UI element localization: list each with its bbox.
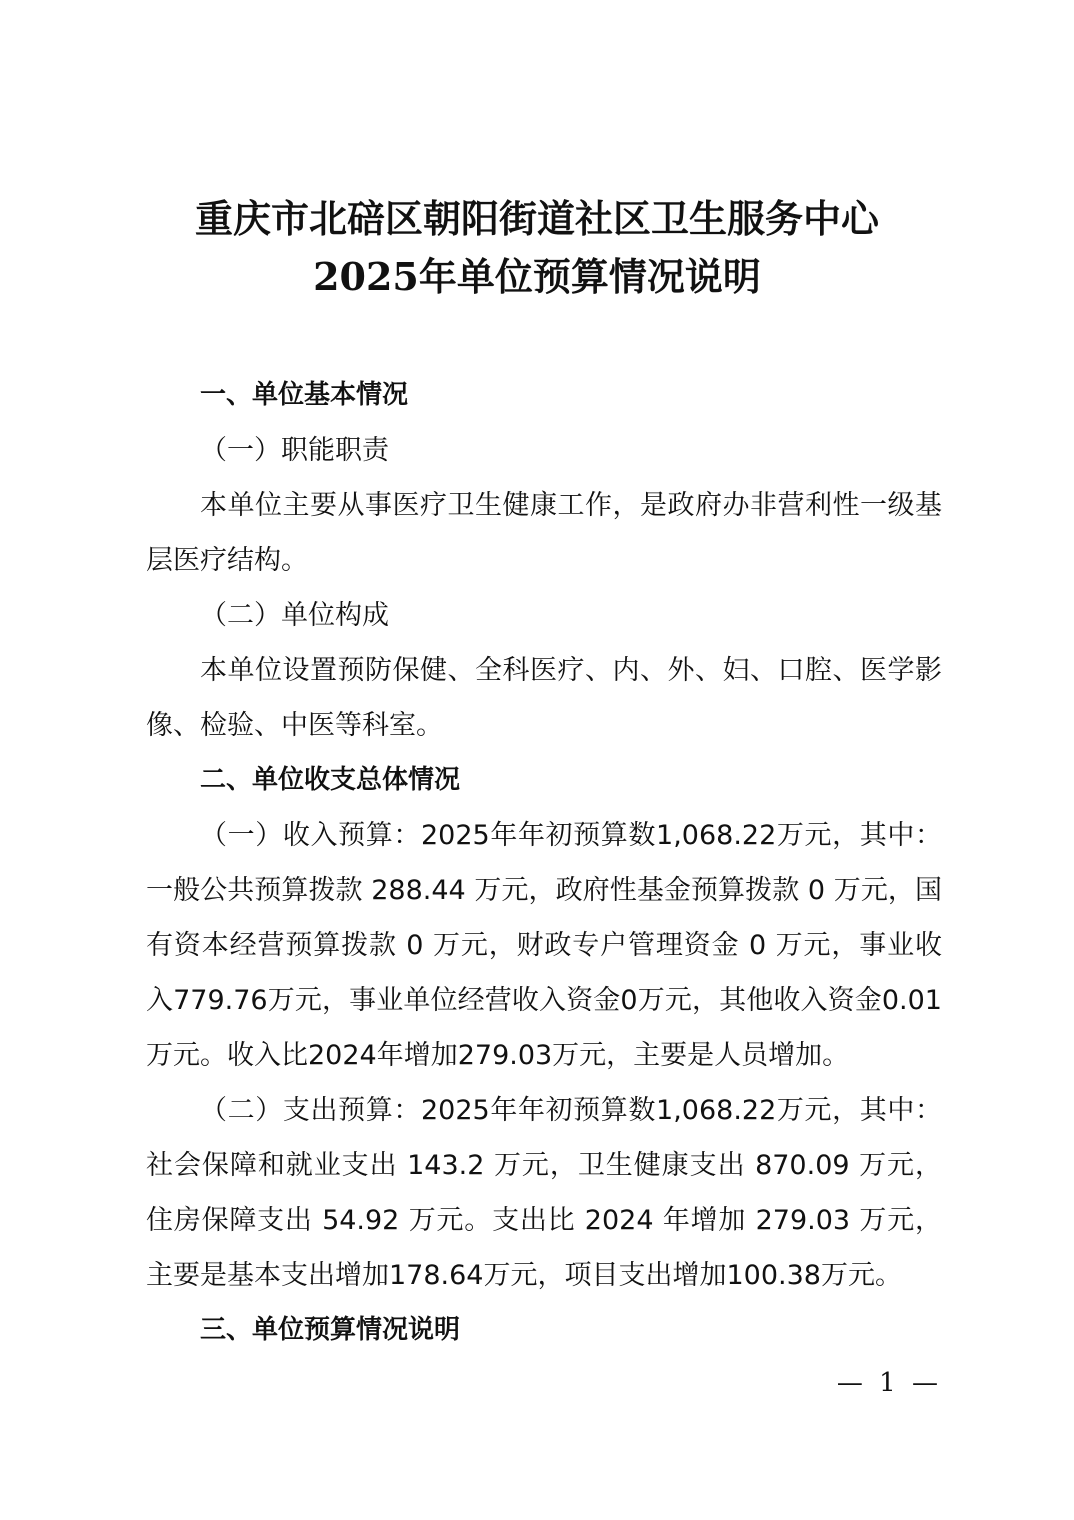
- document-title-line-2: 2025年单位预算情况说明: [313, 254, 761, 299]
- paragraph-structure: 本单位设置预防保健、全科医疗、内、外、妇、口腔、医学影像、检验、中医等科室。: [146, 655, 942, 741]
- section-heading-budget-explanation: 三、单位预算情况说明: [200, 1315, 461, 1345]
- subsection-heading-structure: （二）单位构成: [200, 600, 389, 631]
- document-title-line-1: 重庆市北碚区朝阳街道社区卫生服务中心: [194, 196, 879, 241]
- paragraph-functions: 本单位主要从事医疗卫生健康工作，是政府办非营利性一级基层医疗结构。: [146, 490, 942, 576]
- section-heading-basic-info: 一、单位基本情况: [200, 380, 409, 410]
- paragraph-revenue-budget-text: 2025年年初预算数1,068.22万元，其中：一般公共预算拨款 288.44 万元，政府性基金预算拨款 0 万元，国有资本经营预算拨款 0 万元，财政专户管理资金 0 万元，事业收入779.76万元，事业单位经营收入资金0万元，其他收入资金0.01万元。收入比2024年增加279.03万元，主要是人员增加。: [146, 820, 943, 1071]
- page-number: — 1 —: [836, 1368, 942, 1398]
- paragraph-expenditure-budget-lead: （二）支出预算：: [200, 1095, 421, 1126]
- paragraph-expenditure-budget: [146, 1083, 942, 1303]
- paragraph-revenue-budget-lead: （一）收入预算：: [200, 820, 421, 851]
- section-heading-revenue-expenditure: 二、单位收支总体情况: [200, 765, 461, 795]
- paragraph-expenditure-budget-text: 2025年年初预算数1,068.22万元，其中：社会保障和就业支出 143.2 万元，卫生健康支出 870.09 万元，住房保障支出 54.92 万元。支出比 2024 年增加 279.03 万元，主要是基本支出增加178.64万元，项目支出增加100.38万元。: [146, 1095, 943, 1291]
- subsection-heading-functions: （一）职能职责: [200, 435, 389, 466]
- document-body: [146, 368, 942, 1358]
- paragraph-revenue-budget: [146, 808, 942, 1083]
